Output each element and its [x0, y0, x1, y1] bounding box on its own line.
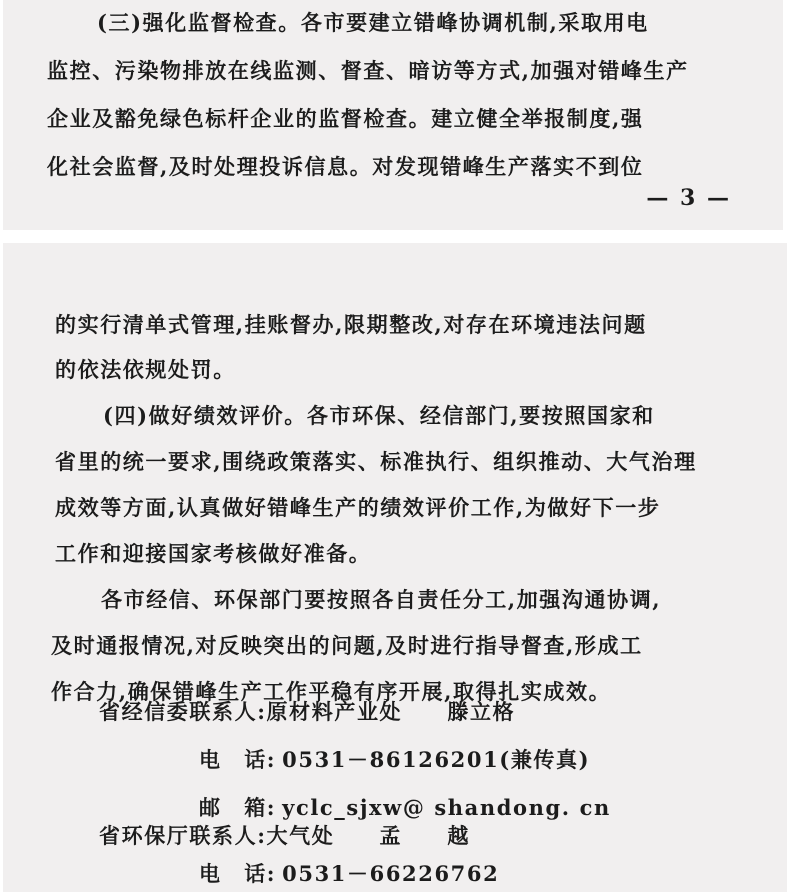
email-label: 邮 箱: — [199, 795, 277, 820]
text-line-1: (三)强化监督检查。各市要建立错峰协调机制,采取用电 — [97, 10, 649, 35]
section-heading-4: (四)做好绩效评价。各市环保、经信部门,要按照国家和 — [103, 403, 655, 428]
email-value: yclc_sjxw@ shandong. cn — [282, 795, 611, 820]
text-line-5: 成效等方面,认真做好错峰生产的绩效评价工作,为做好下一步 — [55, 495, 661, 520]
text-line-6: 工作和迎接国家考核做好准备。 — [55, 541, 372, 566]
page-3-fragment — [3, 0, 783, 230]
page-number: — 3 — — [646, 185, 731, 211]
text-line-4: 省里的统一要求,围绕政策落实、标准执行、组织推动、大气治理 — [55, 449, 697, 474]
text-line-2: 监控、污染物排放在线监测、督查、暗访等方式,加强对错峰生产 — [47, 58, 689, 83]
phone-value: 0531－66226762 — [282, 861, 500, 886]
contact-econ-phone — [199, 745, 590, 775]
text-line-2: 的依法依规处罚。 — [55, 357, 236, 382]
contact-env: 省环保厅联系人:大气处 孟 越 — [99, 823, 470, 848]
contact-econ: 省经信委联系人:原材料产业处 滕立格 — [99, 699, 516, 724]
text-line-3: 企业及豁免绿色标杆企业的监督检查。建立健全举报制度,强 — [47, 106, 644, 131]
text-line-4: 化社会监督,及时处理投诉信息。对发现错峰生产落实不到位 — [47, 154, 644, 179]
page-4-fragment — [3, 243, 787, 892]
text-line-7: 各市经信、环保部门要按照各自责任分工,加强沟通协调, — [101, 587, 662, 612]
text-line-9: 作合力,确保错峰生产工作平稳有序开展,取得扎实成效。 — [51, 679, 612, 704]
phone-value: 0531－86126201(兼传真) — [282, 747, 591, 772]
phone-label: 电 话: — [199, 861, 277, 886]
contact-env-phone — [199, 859, 499, 889]
contact-econ-email — [199, 793, 611, 823]
text-line-8: 及时通报情况,对反映突出的问题,及时进行指导督查,形成工 — [51, 633, 643, 658]
text-line-1: 的实行清单式管理,挂账督办,限期整改,对存在环境违法问题 — [55, 312, 647, 337]
phone-label: 电 话: — [199, 747, 277, 772]
